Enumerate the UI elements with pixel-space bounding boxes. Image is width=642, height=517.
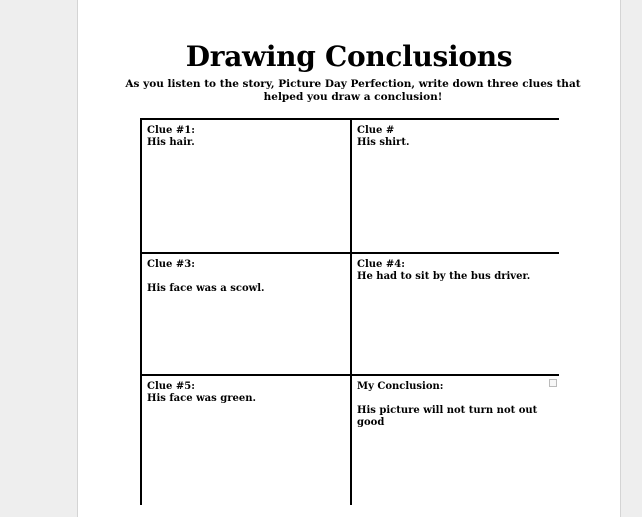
page-title: Drawing Conclusions (185, 40, 513, 73)
cell-text: His picture will not turn not out good (357, 405, 538, 428)
cell-label: My Conclusion: (357, 381, 444, 392)
cell-label: Clue # (357, 125, 395, 136)
document-page (77, 0, 621, 517)
cell-text: His hair. (147, 137, 195, 148)
clues-table (140, 118, 559, 505)
instructions-text: As you listen to the story, Picture Day Perfection, write down three clues that helped you draw a conclusion! (125, 78, 581, 103)
cell-label: Clue #5: (147, 381, 195, 392)
table-cell-clue-2[interactable] (352, 120, 561, 252)
cell-text: His face was a scowl. (147, 283, 265, 294)
table-cell-clue-1[interactable] (142, 120, 350, 252)
table-cell-clue-5[interactable] (142, 376, 350, 507)
cell-label: Clue #1: (147, 125, 195, 136)
cell-text: His shirt. (357, 137, 410, 148)
cell-label: Clue #4: (357, 259, 405, 270)
table-cell-clue-3[interactable] (142, 254, 350, 374)
table-cell-conclusion[interactable] (352, 376, 561, 507)
table-cell-clue-4[interactable] (352, 254, 561, 374)
cell-text: He had to sit by the bus driver. (357, 271, 531, 282)
cell-handle-icon[interactable] (549, 379, 557, 387)
cell-text: His face was green. (147, 393, 257, 404)
cell-label: Clue #3: (147, 259, 195, 270)
